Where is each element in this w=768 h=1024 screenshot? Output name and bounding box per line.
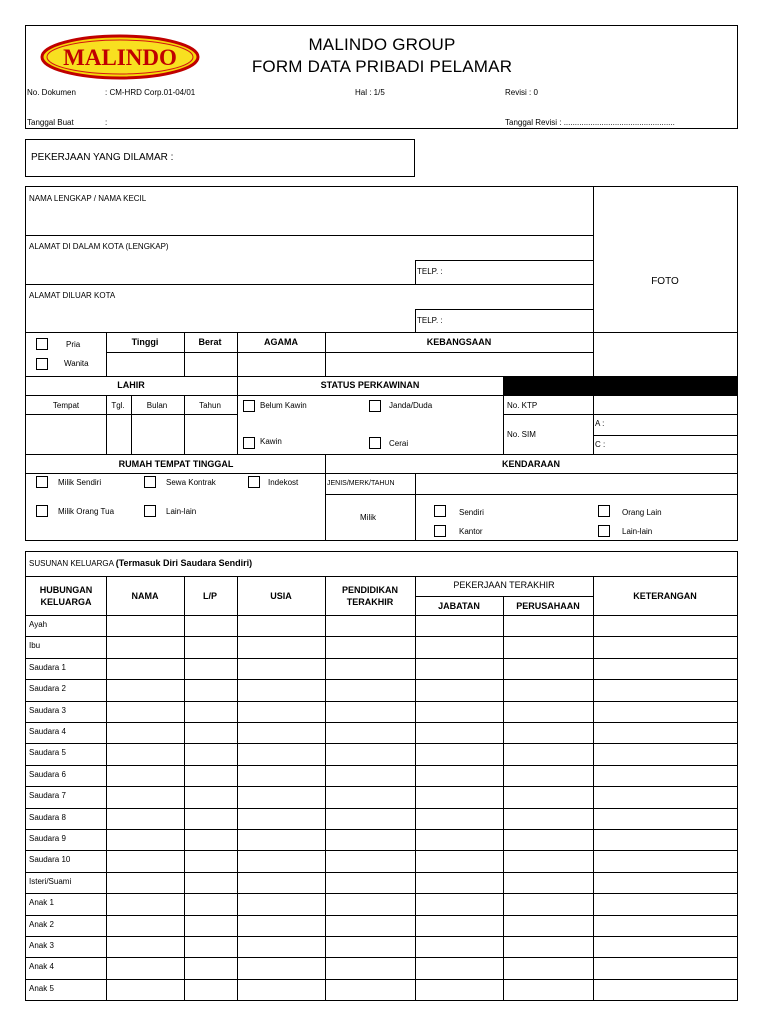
table-row[interactable] bbox=[26, 957, 737, 978]
logo-text: MALINDO bbox=[63, 45, 177, 70]
vehicle-other-person-label: Orang Lain bbox=[622, 508, 662, 517]
widowed-checkbox[interactable] bbox=[369, 400, 381, 412]
row-relation-label: Saudara 8 bbox=[29, 812, 66, 822]
black-header-bar bbox=[503, 376, 738, 395]
col-gender: L/P bbox=[202, 591, 218, 601]
family-title bbox=[29, 559, 252, 568]
col-position: JABATAN bbox=[438, 601, 480, 611]
row-relation-label: Ibu bbox=[29, 641, 41, 651]
license-c-label: C : bbox=[595, 440, 606, 449]
title-line-2: FORM DATA PRIBADI PELAMAR bbox=[251, 57, 513, 76]
col-name: NAMA bbox=[131, 591, 159, 601]
revision: Revisi : 0 bbox=[505, 88, 538, 97]
boarding-checkbox[interactable] bbox=[248, 476, 260, 488]
nationality-label: KEBANGSAAN bbox=[426, 337, 492, 347]
col-last-job: PEKERJAAN TERAKHIR bbox=[453, 580, 555, 590]
vehicle-own-checkbox[interactable] bbox=[434, 505, 446, 517]
male-label: Pria bbox=[66, 340, 81, 349]
row-relation-label: Ayah bbox=[29, 620, 48, 629]
vehicle-other-checkbox[interactable] bbox=[598, 525, 610, 537]
row-relation-label: Saudara 1 bbox=[29, 662, 66, 672]
vehicle-own-label: Sendiri bbox=[459, 508, 484, 517]
row-relation-label: Saudara 10 bbox=[29, 855, 71, 865]
table-row[interactable] bbox=[26, 936, 737, 957]
table-row[interactable] bbox=[26, 701, 737, 722]
row-relation-label: Anak 2 bbox=[29, 919, 54, 929]
id-card-label: No. KTP bbox=[507, 401, 538, 410]
birth-place-label: Tempat bbox=[52, 401, 80, 410]
table-row[interactable] bbox=[26, 786, 737, 807]
row-relation-label: Saudara 9 bbox=[29, 834, 66, 843]
phone-label-1: TELP. : bbox=[417, 267, 443, 276]
row-relation-label: Saudara 5 bbox=[29, 748, 66, 758]
height-label: Tinggi bbox=[131, 337, 159, 347]
row-relation-label: Anak 4 bbox=[29, 962, 54, 972]
parents-house-checkbox[interactable] bbox=[36, 505, 48, 517]
other-residence-label: Lain-lain bbox=[166, 507, 197, 516]
table-row[interactable] bbox=[26, 979, 737, 1000]
single-label: Belum Kawin bbox=[260, 401, 307, 410]
created-date-value[interactable]: : bbox=[105, 118, 108, 127]
marital-status-label: STATUS PERKAWINAN bbox=[320, 380, 420, 390]
vehicle-office-checkbox[interactable] bbox=[434, 525, 446, 537]
table-row[interactable] bbox=[26, 636, 737, 657]
table-row[interactable] bbox=[26, 872, 737, 893]
vehicle-type-label: JENIS/MERK/TAHUN bbox=[327, 480, 395, 487]
row-relation-label: Anak 1 bbox=[29, 898, 54, 908]
boarding-label: Indekost bbox=[268, 478, 299, 487]
table-row[interactable] bbox=[26, 850, 737, 871]
driving-license-label: No. SIM bbox=[507, 430, 536, 439]
malindo-logo bbox=[40, 34, 200, 80]
table-row[interactable] bbox=[26, 915, 737, 936]
female-label: Wanita bbox=[64, 359, 89, 368]
row-relation-label: Saudara 4 bbox=[29, 727, 66, 736]
female-checkbox[interactable] bbox=[36, 358, 48, 370]
col-remarks: KETERANGAN bbox=[633, 591, 697, 601]
row-relation-label: Isteri/Suami bbox=[29, 876, 72, 886]
rent-label: Sewa Kontrak bbox=[166, 478, 216, 487]
revision-date[interactable]: Tanggal Revisi : .................................................. bbox=[505, 118, 675, 127]
table-row[interactable] bbox=[26, 679, 737, 700]
vehicle-owner-label: Milik bbox=[360, 513, 376, 522]
title-line-1: MALINDO GROUP bbox=[308, 35, 456, 54]
table-row[interactable] bbox=[26, 615, 737, 636]
divorced-label: Cerai bbox=[389, 439, 409, 448]
own-house-label: Milik Sendiri bbox=[58, 478, 102, 487]
row-relation-label: Anak 3 bbox=[29, 941, 54, 950]
table-row[interactable] bbox=[26, 829, 737, 850]
col-education-1: PENDIDIKAN bbox=[341, 585, 399, 595]
full-name-label: NAMA LENGKAP / NAMA KECIL bbox=[29, 194, 147, 203]
table-row[interactable] bbox=[26, 765, 737, 786]
row-relation-label: Saudara 3 bbox=[29, 705, 66, 715]
family-title-prefix: SUSUNAN KELUARGA bbox=[29, 559, 114, 568]
other-residence-checkbox[interactable] bbox=[144, 505, 156, 517]
col-relation-1: HUBUNGAN bbox=[39, 585, 93, 595]
row-relation-label: Saudara 7 bbox=[29, 791, 66, 801]
row-relation-label: Saudara 6 bbox=[29, 769, 66, 779]
birth-month-label: Bulan bbox=[146, 401, 168, 410]
birth-year-label: Tahun bbox=[199, 401, 221, 410]
doc-no-label: No. Dokumen bbox=[27, 88, 76, 97]
own-house-checkbox[interactable] bbox=[36, 476, 48, 488]
col-age: USIA bbox=[270, 591, 292, 601]
personal-data-box bbox=[25, 186, 738, 541]
widowed-label: Janda/Duda bbox=[389, 401, 433, 410]
col-education-2: TERAKHIR bbox=[346, 597, 394, 607]
rent-checkbox[interactable] bbox=[144, 476, 156, 488]
married-checkbox[interactable] bbox=[243, 437, 255, 449]
vehicle-other-person-checkbox[interactable] bbox=[598, 505, 610, 517]
single-checkbox[interactable] bbox=[243, 400, 255, 412]
residence-label: RUMAH TEMPAT TINGGAL bbox=[118, 459, 234, 469]
row-relation-label: Anak 5 bbox=[29, 983, 54, 993]
birth-date-label: Tgl. bbox=[111, 401, 125, 410]
page-number: Hal : 1/5 bbox=[355, 88, 385, 97]
divorced-checkbox[interactable] bbox=[369, 437, 381, 449]
weight-label: Berat bbox=[198, 337, 222, 347]
outside-address-label: ALAMAT DILUAR KOTA bbox=[29, 291, 116, 300]
male-checkbox[interactable] bbox=[36, 338, 48, 350]
doc-no-value: : CM-HRD Corp.01-04/01 bbox=[105, 88, 196, 97]
job-applied-label: PEKERJAAN YANG DILAMAR : bbox=[31, 152, 174, 163]
license-a-label: A : bbox=[595, 419, 605, 428]
created-date-label: Tanggal Buat bbox=[27, 118, 74, 127]
table-row[interactable] bbox=[26, 658, 737, 679]
religion-label: AGAMA bbox=[264, 337, 298, 347]
city-address-label: ALAMAT DI DALAM KOTA (LENGKAP) bbox=[29, 242, 169, 251]
married-label: Kawin bbox=[260, 437, 282, 446]
birth-label: LAHIR bbox=[117, 380, 145, 390]
vehicle-office-label: Kantor bbox=[459, 527, 483, 536]
parents-house-label: Milik Orang Tua bbox=[58, 507, 115, 516]
vehicle-other-label: Lain-lain bbox=[622, 527, 653, 536]
family-title-note: (Termasuk Diri Saudara Sendiri) bbox=[115, 558, 253, 568]
col-relation-2: KELUARGA bbox=[40, 597, 92, 607]
photo-label: FOTO bbox=[651, 276, 679, 287]
vehicle-label: KENDARAAN bbox=[502, 459, 560, 469]
table-row[interactable] bbox=[26, 893, 737, 914]
phone-label-2: TELP. : bbox=[417, 316, 443, 325]
row-relation-label: Saudara 2 bbox=[29, 684, 66, 694]
table-row[interactable] bbox=[26, 743, 737, 764]
table-row[interactable] bbox=[26, 722, 737, 743]
col-company: PERUSAHAAN bbox=[516, 601, 580, 611]
table-row[interactable] bbox=[26, 808, 737, 829]
